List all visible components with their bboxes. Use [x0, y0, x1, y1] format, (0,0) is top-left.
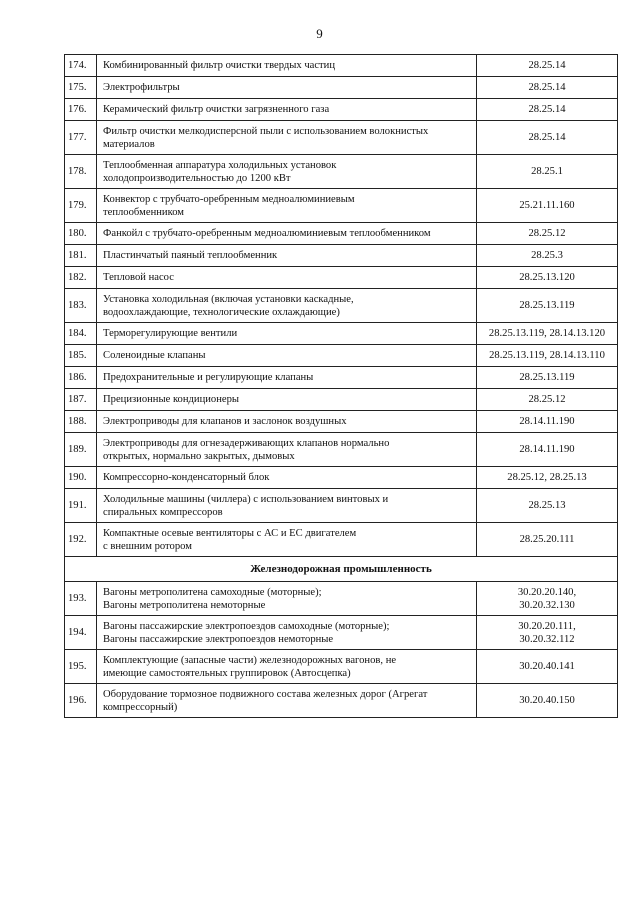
cell-line: материалов — [103, 138, 155, 150]
cell-line: Тепловой насос — [103, 272, 174, 283]
product-name — [97, 489, 477, 523]
page-number: 9 — [316, 26, 323, 41]
row-number: 196. — [65, 684, 97, 718]
row-number: 188. — [65, 411, 97, 433]
cell-line: Фильтр очистки мелкодисперсной пыли с использованием волокнистых — [103, 125, 429, 137]
cell-line: 28.25.13.119 — [519, 372, 575, 383]
cell-line: 30.20.32.130 — [519, 599, 575, 611]
cell-line: Пластинчатый паяный теплообменник — [103, 250, 278, 261]
cell-line: водоохлаждающие, технологические охлаждающие) — [103, 306, 340, 318]
okpd-code — [477, 367, 618, 389]
table-row — [65, 433, 618, 467]
table-row — [65, 323, 618, 345]
cell-line: Вагоны пассажирские электропоездов немоторные — [103, 633, 334, 645]
cell-line: Прецизионные кондиционеры — [103, 394, 240, 405]
product-name — [97, 155, 477, 189]
okpd-code — [477, 389, 618, 411]
cell-line: 25.21.11.160 — [519, 200, 575, 211]
row-number: 176. — [65, 99, 97, 121]
cell-line: Теплообменная аппаратура холодильных установок — [103, 159, 337, 171]
row-number: 179. — [65, 189, 97, 223]
section-header-row — [65, 557, 618, 582]
equipment-table — [64, 54, 618, 718]
cell-line: Соленоидные клапаны — [103, 350, 206, 361]
row-number: 182. — [65, 267, 97, 289]
row-number: 190. — [65, 467, 97, 489]
product-name — [97, 582, 477, 616]
table-row — [65, 523, 618, 557]
cell-line: теплообменником — [103, 206, 184, 218]
product-name — [97, 55, 477, 77]
product-name — [97, 616, 477, 650]
cell-line: Оборудование тормозное подвижного состава железных дорог (Агрегат — [103, 688, 428, 700]
okpd-code — [477, 77, 618, 99]
row-number: 189. — [65, 433, 97, 467]
product-name — [97, 433, 477, 467]
okpd-code — [477, 267, 618, 289]
product-name — [97, 121, 477, 155]
okpd-code — [477, 411, 618, 433]
okpd-code — [477, 345, 618, 367]
cell-line: 28.25.3 — [531, 250, 563, 261]
row-number: 193. — [65, 582, 97, 616]
cell-line: 28.25.14 — [528, 82, 566, 93]
table-row — [65, 289, 618, 323]
cell-line: 28.25.20.111 — [519, 534, 575, 545]
product-name — [97, 189, 477, 223]
product-name — [97, 411, 477, 433]
cell-line: Конвектор с трубчато-оребренным медноалюминиевым — [103, 193, 355, 205]
okpd-code — [477, 121, 618, 155]
row-number: 191. — [65, 489, 97, 523]
section-title: Железнодорожная промышленность — [65, 557, 618, 582]
cell-line: открытых, нормально закрытых, дымовых — [103, 450, 295, 462]
okpd-code — [477, 523, 618, 557]
table-row — [65, 245, 618, 267]
table-row — [65, 684, 618, 718]
okpd-code — [477, 489, 618, 523]
product-name — [97, 389, 477, 411]
okpd-code — [477, 467, 618, 489]
cell-line: 28.25.14 — [528, 104, 566, 115]
row-number: 183. — [65, 289, 97, 323]
cell-line: 28.25.1 — [531, 166, 563, 177]
table-row — [65, 77, 618, 99]
cell-line: Компактные осевые вентиляторы с АС и ЕС двигателем — [103, 527, 357, 539]
cell-line: 30.20.32.112 — [519, 633, 575, 645]
product-name — [97, 467, 477, 489]
cell-line: 28.25.13.119, 28.14.13.120 — [488, 328, 606, 339]
cell-line: 28.25.12 — [528, 394, 566, 405]
table-row — [65, 267, 618, 289]
product-name — [97, 323, 477, 345]
product-name — [97, 523, 477, 557]
cell-line: Комбинированный фильтр очистки твердых частиц — [103, 60, 336, 71]
cell-line: спиральных компрессоров — [103, 506, 223, 518]
row-number: 187. — [65, 389, 97, 411]
row-number: 192. — [65, 523, 97, 557]
table-row — [65, 55, 618, 77]
cell-line: 30.20.20.140, — [517, 586, 577, 598]
cell-line: 28.25.13.120 — [519, 272, 575, 283]
row-number: 194. — [65, 616, 97, 650]
table-row — [65, 121, 618, 155]
cell-line: 28.25.13 — [528, 500, 566, 511]
product-name — [97, 245, 477, 267]
cell-line: 30.20.40.141 — [519, 661, 575, 672]
cell-line: 28.25.13.119 — [519, 300, 575, 311]
cell-line: с внешним ротором — [103, 540, 192, 552]
row-number: 177. — [65, 121, 97, 155]
row-number: 185. — [65, 345, 97, 367]
product-name — [97, 684, 477, 718]
cell-line: Установка холодильная (включая установки каскадные, — [103, 293, 354, 305]
row-number: 186. — [65, 367, 97, 389]
cell-line: 28.25.12 — [528, 228, 566, 239]
okpd-code — [477, 582, 618, 616]
product-name — [97, 367, 477, 389]
cell-line: Вагоны метрополитена самоходные (моторные); — [103, 586, 322, 598]
cell-line: 28.25.14 — [528, 132, 566, 143]
product-name — [97, 77, 477, 99]
product-name — [97, 650, 477, 684]
product-name — [97, 345, 477, 367]
table-row — [65, 345, 618, 367]
product-name — [97, 267, 477, 289]
cell-line: Вагоны метрополитена немоторные — [103, 599, 266, 611]
cell-line: Керамический фильтр очистки загрязненного газа — [103, 104, 330, 115]
row-number: 195. — [65, 650, 97, 684]
row-number: 174. — [65, 55, 97, 77]
okpd-code — [477, 323, 618, 345]
cell-line: 28.25.12, 28.25.13 — [507, 472, 587, 483]
table-row — [65, 467, 618, 489]
okpd-code — [477, 245, 618, 267]
cell-line: Компрессорно-конденсаторный блок — [103, 472, 270, 483]
cell-line: 30.20.40.150 — [519, 695, 575, 706]
cell-line: 30.20.20.111, — [518, 620, 576, 632]
cell-line: Терморегулирующие вентили — [103, 328, 238, 339]
okpd-code — [477, 189, 618, 223]
row-number: 184. — [65, 323, 97, 345]
cell-line: Холодильные машины (чиллера) с использованием винтовых и — [103, 493, 389, 505]
cell-line: Электрофильтры — [103, 82, 180, 93]
okpd-code — [477, 55, 618, 77]
row-number: 175. — [65, 77, 97, 99]
okpd-code — [477, 289, 618, 323]
okpd-code — [477, 684, 618, 718]
okpd-code — [477, 99, 618, 121]
cell-line: компрессорный) — [103, 701, 178, 713]
cell-line: 28.25.13.119, 28.14.13.110 — [489, 350, 605, 361]
table-row — [65, 99, 618, 121]
table-row — [65, 650, 618, 684]
table-row — [65, 489, 618, 523]
product-name — [97, 99, 477, 121]
cell-line: Фанкойл с трубчато-оребренным медноалюминиевым теплообменником — [103, 228, 431, 239]
cell-line: Предохранительные и регулирующие клапаны — [103, 372, 314, 383]
product-name — [97, 289, 477, 323]
product-name — [97, 223, 477, 245]
cell-line: Комплектующие (запасные части) железнодорожных вагонов, не — [103, 654, 397, 666]
table-row — [65, 389, 618, 411]
table-row — [65, 155, 618, 189]
okpd-code — [477, 616, 618, 650]
row-number: 180. — [65, 223, 97, 245]
table-row — [65, 616, 618, 650]
okpd-code — [477, 155, 618, 189]
cell-line: Вагоны пассажирские электропоездов самоходные (моторные); — [103, 620, 390, 632]
table-row — [65, 582, 618, 616]
okpd-code — [477, 650, 618, 684]
cell-line: Электроприводы для клапанов и заслонок воздушных — [103, 416, 347, 427]
cell-line: 28.14.11.190 — [519, 416, 575, 427]
cell-line: 28.25.14 — [528, 60, 566, 71]
okpd-code — [477, 223, 618, 245]
row-number: 178. — [65, 155, 97, 189]
cell-line: 28.14.11.190 — [519, 444, 575, 455]
table-row — [65, 223, 618, 245]
table-row — [65, 189, 618, 223]
cell-line: имеющие самостоятельных группировок (Автосцепка) — [103, 667, 351, 679]
row-number: 181. — [65, 245, 97, 267]
cell-line: Электроприводы для огнезадерживающих клапанов нормально — [103, 437, 390, 449]
okpd-code — [477, 433, 618, 467]
table-row — [65, 411, 618, 433]
cell-line: холодопроизводительностью до 1200 кВт — [103, 172, 291, 184]
table-row — [65, 367, 618, 389]
